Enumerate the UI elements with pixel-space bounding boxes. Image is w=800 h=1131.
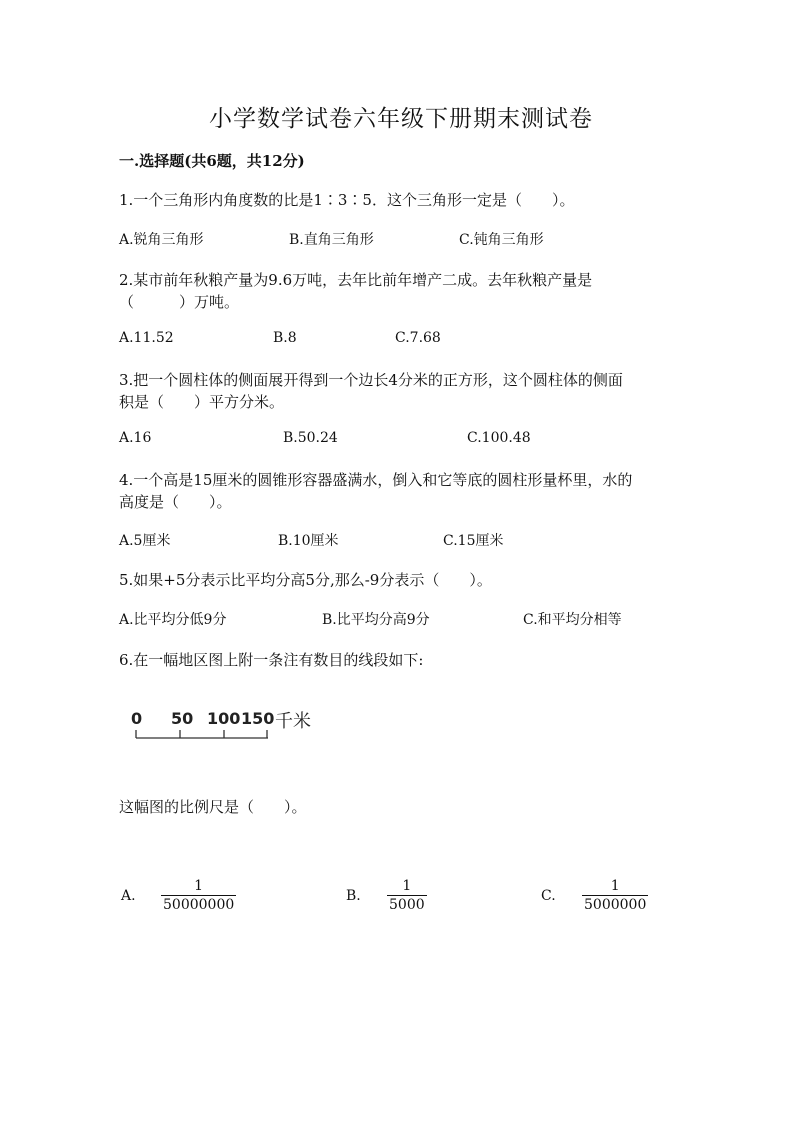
q5-option-a[interactable]: A.比平均分低9分 <box>119 612 227 628</box>
q3-option-a[interactable]: A.16 <box>119 430 152 446</box>
scale-tick-label-50: 50 <box>171 709 194 728</box>
fraction-numerator: 1 <box>194 878 204 894</box>
q1-option-b[interactable]: B.直角三角形 <box>289 232 374 248</box>
question-6-text: 6.在一幅地区图上附一条注有数目的线段如下: <box>119 651 424 669</box>
question-3-line1: 3.把一个圆柱体的侧面展开得到一个边长4分米的正方形，这个圆柱体的侧面 <box>119 371 623 389</box>
question-2-line2: （ ）万吨。 <box>119 293 240 311</box>
question-2-line1: 2.某市前年秋粮产量为9.6万吨，去年比前年增产二成。去年秋粮产量是 <box>119 271 593 289</box>
scale-bar-line <box>130 724 275 744</box>
q6-option-c-label: C. <box>541 888 556 904</box>
q1-option-a[interactable]: A.锐角三角形 <box>119 232 204 248</box>
question-5-text: 5.如果+5分表示比平均分高5分,那么-9分表示（ ）。 <box>119 571 492 589</box>
scale-tick-label-150: 150 <box>241 709 275 728</box>
q4-option-a[interactable]: A.5厘米 <box>119 533 171 549</box>
q6-option-a-label: A. <box>121 888 136 904</box>
q5-option-c[interactable]: C.和平均分相等 <box>523 612 622 628</box>
fraction-numerator: 1 <box>402 878 412 894</box>
page-title: 小学数学试卷六年级下册期末测试卷 <box>209 106 593 132</box>
question-3-line2: 积是（ ）平方分米。 <box>119 393 285 411</box>
q3-option-b[interactable]: B.50.24 <box>283 430 338 446</box>
q6-option-b-label: B. <box>346 888 361 904</box>
question-1-text: 1.一个三角形内角度数的比是1∶3∶5．这个三角形一定是（ ）。 <box>119 191 575 209</box>
q2-option-c[interactable]: C.7.68 <box>395 330 441 346</box>
question-4-line1: 4.一个高是15厘米的圆锥形容器盛满水，倒入和它等底的圆柱形量杯里，水的 <box>119 471 633 489</box>
q6-option-c-fraction <box>582 878 648 913</box>
question-6-followup: 这幅图的比例尺是（ ）。 <box>119 798 307 816</box>
section-heading: 一.选择题(共6题，共12分) <box>119 152 305 170</box>
scale-tick-label-100: 100 <box>207 709 241 728</box>
q2-option-b[interactable]: B.8 <box>273 330 297 346</box>
fraction-numerator: 1 <box>610 878 620 894</box>
scale-tick-label-0: 0 <box>131 709 143 728</box>
fraction-denominator: 5000 <box>389 897 425 913</box>
q3-option-c[interactable]: C.100.48 <box>467 430 531 446</box>
q5-option-b[interactable]: B.比平均分高9分 <box>322 612 430 628</box>
q2-option-a[interactable]: A.11.52 <box>119 330 174 346</box>
fraction-denominator: 5000000 <box>584 897 647 913</box>
q4-option-c[interactable]: C.15厘米 <box>443 533 504 549</box>
q6-option-b-fraction <box>387 878 427 913</box>
q1-option-c[interactable]: C.钝角三角形 <box>459 232 544 248</box>
q4-option-b[interactable]: B.10厘米 <box>278 533 339 549</box>
fraction-denominator: 50000000 <box>163 897 235 913</box>
question-4-line2: 高度是（ ）。 <box>119 493 232 511</box>
scale-unit-label: 千米 <box>275 711 311 732</box>
q6-option-a-fraction <box>161 878 236 913</box>
